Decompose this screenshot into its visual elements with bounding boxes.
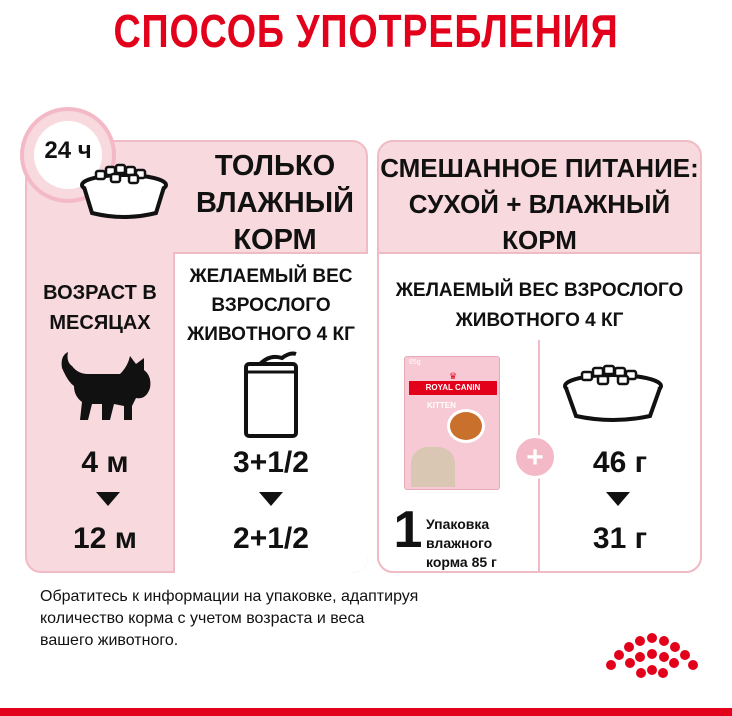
royal-canin-crown-logo (604, 632, 700, 690)
kitten-silhouette-icon (58, 348, 158, 423)
age-from-value: 4 м (81, 446, 129, 479)
age-label: ВОЗРАСТ В МЕСЯЦАХ (43, 282, 157, 334)
age-to-value: 12 м (73, 522, 137, 555)
age-arrow-down (96, 492, 120, 506)
pack-count: 1 (393, 501, 423, 559)
food-bowl-icon (560, 364, 666, 422)
plus-icon: + (513, 435, 557, 479)
wet-only-weight-label: ЖЕЛАЕМЫЙ ВЕС ВЗРОСЛОГО ЖИВОТНОГО 4 КГ (187, 266, 355, 345)
product-name: KITTEN (427, 401, 456, 410)
pouch-arrow-down (259, 492, 283, 506)
pouch-from-value: 3+1/2 (233, 446, 309, 479)
product-kitten-image (411, 447, 455, 487)
product-pouch-image (404, 356, 500, 490)
wet-only-header: ТОЛЬКО ВЛАЖНЫЙ КОРМ (196, 150, 354, 256)
pouch-to-value: 2+1/2 (233, 522, 309, 555)
product-brand-banner: ROYAL CANIN (409, 381, 497, 395)
pouch-icon (240, 350, 302, 440)
clock-label: 24 ч (44, 137, 92, 164)
page-title: СПОСОБ УПОТРЕБЛЕНИЯ (113, 5, 619, 57)
royal-canin-crown-logo: ♛ (448, 371, 458, 381)
dry-from-value: 46 г (592, 446, 648, 479)
bottom-brand-bar (0, 708, 732, 716)
dry-arrow-down (606, 492, 630, 506)
dry-to-value: 31 г (592, 522, 648, 555)
product-weight: 85g (409, 359, 421, 366)
mixed-weight-label: ЖЕЛАЕМЫЙ ВЕС ВЗРОСЛОГО ЖИВОТНОГО 4 КГ (395, 280, 684, 331)
pack-description: Упаковка влажного корма 85 г (426, 516, 497, 570)
footer-note: Обратитесь к информации на упаковке, адаптируя количество корма с учетом возраста и веса вашего животного. (40, 588, 419, 649)
food-bowl-icon (78, 163, 170, 219)
product-food-image (447, 409, 485, 443)
mixed-feeding-header: СМЕШАННОЕ ПИТАНИЕ: СУХОЙ + ВЛАЖНЫЙ КОРМ (380, 153, 699, 255)
